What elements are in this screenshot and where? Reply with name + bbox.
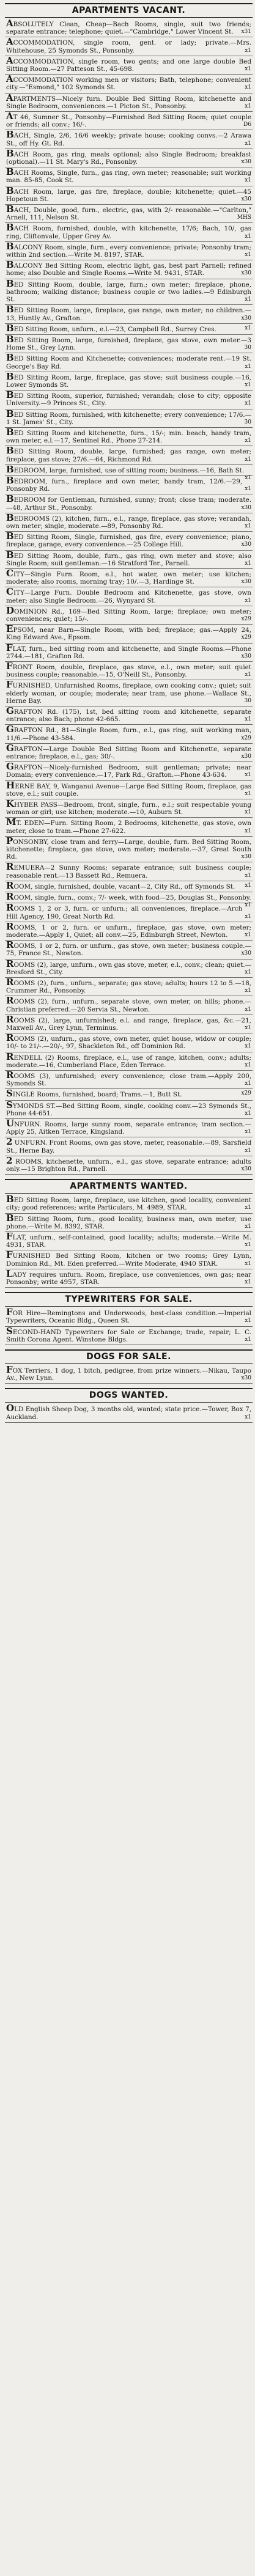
classified-ad <box>5 205 253 223</box>
classified-ad <box>5 1308 253 1326</box>
ad-reference-code: x30 <box>241 950 251 957</box>
classified-ad <box>5 130 253 149</box>
section-heading: APARTMENTS VACANT. <box>72 6 186 15</box>
classified-ad <box>5 1214 253 1232</box>
ad-reference-code: x1 <box>245 1336 251 1343</box>
ad-text: ROOMS, 1 or 2, furn. or unfurn., gas stove, own meter; business couple.—75, France St., Newton. <box>6 939 251 958</box>
ad-text: BED Sitting Room, furnished, with kitchenette; every convenience; 17/6.—1 St. James' St., City. <box>6 408 251 426</box>
classified-ad <box>5 75 253 93</box>
ad-text: ACCOMMODATION, single room, two gents; and one large double Bed Sitting Room.—27 Patteson St., 45-698. <box>6 54 251 73</box>
ad-text: RENDELL (2) Rooms, fireplace, e.l., use of range, kitchen, conv.; adults; moderate.—16, Cumberland Place, Eden Terrace. <box>6 1051 251 1069</box>
classified-ad <box>5 799 253 818</box>
ad-reference-code: x30 <box>241 754 251 760</box>
ad-text: CITY—Large Furn. Double Bedroom and Kitchenette, gas stove, own meter; also Single Bedroom.—26, Wynyard St. <box>6 586 251 604</box>
ad-text: BEDROOM for Gentleman, furnished, sunny; front; close tram; moderate.—48, Arthur St., Ponsonby. <box>6 493 251 512</box>
ad-reference-code: x1 <box>245 969 251 975</box>
ad-text: OLD English Sheep Dog, 3 months old, wanted; state price.—Tower, Box 7, Auckland. <box>6 1403 251 1421</box>
ad-reference-code: x1 <box>245 560 251 567</box>
classified-ad <box>5 960 253 978</box>
ad-reference-code: x30 <box>241 270 251 277</box>
classified-ad <box>5 706 253 725</box>
ad-reference-code: x1 <box>245 66 251 73</box>
classified-ad <box>5 996 253 1015</box>
ad-reference-code: x1 <box>245 47 251 54</box>
ad-reference-code: x1 <box>245 523 251 529</box>
ad-text: BED Sitting Room, large, furnished, fireplace, gas stove, own meter.—3 Home St., Grey Lynn. <box>6 333 251 352</box>
left-margin-fragment <box>0 0 4 2576</box>
classified-ad <box>5 391 253 409</box>
classified-ad <box>5 428 253 446</box>
ad-reference-code: x1 <box>245 809 251 816</box>
classified-ad <box>5 625 253 643</box>
ad-text: FLAT, furn., bed sitting room and kitchenette, and Single Rooms.—Phone 2744.—181, Grafton Rd. <box>6 642 251 660</box>
classified-ad <box>5 781 253 799</box>
classified-ad <box>5 409 253 428</box>
section-rule <box>5 17 253 18</box>
ad-reference-code: x1 <box>245 1318 251 1324</box>
ad-reference-code: x30 <box>241 1375 251 1382</box>
classified-ad <box>5 1137 253 1156</box>
ad-text: BED Sitting Room, double, furn., gas ring, own meter and stove; also Single Room; suit gentleman.—16 Stratford Ter., Parnell. <box>6 549 251 567</box>
classified-ad <box>5 260 253 279</box>
ad-text: ROOMS (2), large, unfurn., own gas stove, meter, e.l., conv.; clean; quiet.—Bresford St., City. <box>6 958 251 976</box>
section-spacer <box>5 1288 253 1290</box>
classified-ad <box>5 353 253 372</box>
classified-ad <box>5 1404 253 1422</box>
ad-text: BED Sitting Room and kitchenette, furn., 15/-; min. beach, handy tram, own meter, e.l.—17, Sentinel Rd., Phone 27-214. <box>6 426 251 445</box>
section-heading: DOGS WANTED. <box>89 1390 169 1401</box>
ad-text: GRAFTON—Nicely-furnished Bedroom, suit gentleman; private; near Domain; every convenience.—17, Park Rd., Grafton.—Phone 43-634. <box>6 761 251 779</box>
ad-reference-code: x1 <box>245 790 251 797</box>
ad-text: FLAT, unfurn., self-contained, good locality; adults; moderate.—Write M. 4931, STAR. <box>6 1231 251 1249</box>
section-dogs-for-sale <box>5 1349 253 1386</box>
classified-ad <box>5 569 253 587</box>
section-spacer <box>5 1423 253 1425</box>
section-heading: APARTMENTS WANTED. <box>70 1181 188 1192</box>
classified-sections <box>5 3 253 1425</box>
ad-text: UNFURN. Rooms, large sunny room, separate entrance; tram section.—Apply 25, Aitken Terrace, Kingsland. <box>6 1117 251 1136</box>
classified-ad <box>5 606 253 625</box>
ad-reference-code: x1 <box>245 1081 251 1087</box>
ad-text: AT 46, Sumner St., Ponsonby—Furnished Bed Sitting Room; quiet couple or friends; all conv.; 16/-. <box>6 111 251 129</box>
ad-text: ROOMS (2), furn., unfurn., separate stove, own meter, on hills; phone.—Christian preferred.—20 Servia St., Newton. <box>6 995 251 1013</box>
classified-ad <box>5 463 253 481</box>
section-dogs-wanted <box>5 1388 253 1425</box>
classified-ad <box>5 242 253 260</box>
ad-reference-code: x1 <box>245 1006 251 1013</box>
classified-ad <box>5 324 253 335</box>
classified-ad <box>5 56 253 75</box>
ad-reference-code: x1 <box>245 103 251 109</box>
ad-text: BED Sitting Room, large, fireplace, use kitchen, good locality, convenient city; good references; write Particulars, M. 4989, STAR. <box>6 1194 251 1212</box>
ad-text: DOMINION Rd., 169—Bed Sitting Room, large; fireplace; own meter; conveniences; quiet; 15/-. <box>6 604 251 623</box>
ad-reference-code: x30 <box>241 315 251 321</box>
classified-ad <box>5 587 253 606</box>
ad-text: HERNE BAY, 9, Wanganui Avenue—Large Bed Sitting Room, fireplace, gas stove, e.l.; suit couple. <box>6 779 251 798</box>
ad-reference-code: x1 <box>245 140 251 147</box>
classified-ad <box>5 762 253 780</box>
ad-reference-code: x1 <box>245 1043 251 1050</box>
classified-ad <box>5 372 253 391</box>
classified-ad <box>5 1156 253 1175</box>
classified-ad <box>5 903 253 922</box>
ad-reference-code: x1 <box>245 84 251 91</box>
classified-ad <box>5 1119 253 1137</box>
ad-reference-code: x1 <box>245 252 251 259</box>
ad-text: FRONT Room, double, fireplace, gas stove, e.l., own meter; suit quiet business couple; reasonable.—15, O'Neill St., Ponsonby. <box>6 661 251 679</box>
ad-reference-code: x1 <box>245 827 251 834</box>
classified-ad <box>5 551 253 569</box>
ad-reference-code: x1 <box>245 474 251 481</box>
ad-text: BED Sitting Room, large, fireplace, gas range, own meter; no children.—13, Huntly Av., Grafton. <box>6 304 251 322</box>
ad-text: BED Sitting Room and Kitchenette; conveniences; moderate rent.—19 St. George's Bay Rd. <box>6 352 251 370</box>
ad-reference-code: x1 <box>245 931 251 938</box>
classified-ad <box>5 476 253 494</box>
ad-text: ROOM, single, furn., conv.; 7/- week, with food—25, Douglas St., Ponsonby. <box>6 891 251 903</box>
section-spacer <box>5 1384 253 1386</box>
section-rule <box>5 1349 253 1351</box>
ad-text: FURNISHED, Unfurnished Rooms, fireplace, own cooking conv.; quiet; suit elderly woman, or couple; moderate; near tram, use phone.—Wallace St., Herne Bay. <box>6 679 251 705</box>
classified-ad <box>5 167 253 186</box>
section-typewriters-for-sale <box>5 1292 253 1348</box>
ad-text: BED Sitting Room, furn., good locality, business man, own meter, use phone.—Write M. 8392, STAR. <box>6 1212 251 1230</box>
classified-ad <box>5 305 253 323</box>
classifieds-page <box>5 0 253 1425</box>
classified-ad <box>5 94 253 112</box>
section-apartments-vacant <box>5 3 253 1177</box>
ad-reference-code: x30 <box>241 854 251 861</box>
section-rule <box>5 1306 253 1307</box>
ad-reference-code: x30 <box>241 579 251 585</box>
ad-text: BED Sitting Room, large, fireplace, gas stove; suit business couple.—16, Lower Symonds St. <box>6 370 251 389</box>
ad-reference-code: x1 <box>245 1260 251 1267</box>
ad-text: FOR Hire—Remingtons and Underwoods, best-class condition.—Imperial Typewriters, Oceanic Bldg., Queen St. <box>6 1307 251 1325</box>
ad-text: REMUERA—2 Sunny Rooms; separate entrance; suit business couple; reasonable rent.—13 Bassett Rd., Remuera. <box>6 861 251 879</box>
classified-ad <box>5 494 253 513</box>
ad-text: BED Sitting Room, superior, furnished; verandah; close to city; opposite University.—9 Princes St., City. <box>6 389 251 408</box>
ad-reference-code: x30 <box>241 504 251 511</box>
classified-ad <box>5 891 253 909</box>
ad-text: SINGLE Rooms, furnished, board; Trams.—1, Butt St. <box>6 1088 182 1099</box>
classified-ad <box>5 223 253 241</box>
classified-ad <box>5 1101 253 1119</box>
ad-reference-code: 30 <box>244 345 251 351</box>
ad-text: BACH Room, large, gas fire, fireplace, double; kitchenette; quiet.—45 Hopetoun St. <box>6 185 251 203</box>
classified-ad <box>5 1089 253 1100</box>
ad-reference-code: x1 <box>245 988 251 994</box>
classified-ad <box>5 1015 253 1033</box>
classified-ad <box>5 881 253 892</box>
section-rule <box>5 1179 253 1180</box>
ad-reference-code: x29 <box>241 616 251 622</box>
ad-text: BACH, Single, 2/6, 16/6 weekly; private house; cooking convs.—2 Arawa St., off Hy. Gt. Rd. <box>6 129 251 147</box>
section-spacer <box>5 1175 253 1177</box>
ad-reference-code: x30 <box>241 196 251 202</box>
classified-ad <box>5 446 253 464</box>
classified-ad <box>5 513 253 532</box>
ad-reference-code: x29 <box>241 634 251 641</box>
ad-text: BACH Rooms, Single, furn., gas ring, own meter; reasonable; suit working man. 85-85, Cook St. <box>6 166 251 185</box>
ad-text: BEDROOM, furn., fireplace and own meter, handy tram, 12/6.—29, Ponsonby Rd. <box>6 474 243 493</box>
ad-reference-code: MHS <box>237 215 251 221</box>
classified-ad <box>5 532 253 550</box>
ad-reference-code: x1 <box>245 486 251 493</box>
ad-text: ROOMS 1, 2 or 3, furn. or unfurn.; all conveniences, fireplace.—Arch Hill Agency, 190, Great North Rd. <box>6 902 243 920</box>
classified-ad <box>5 1327 253 1345</box>
ad-text: SYMONDS ST.—Bed Sitting Room, single, cooking conv.—23 Symonds St., Phone 44-651. <box>6 1099 251 1117</box>
ad-reference-code: x1 <box>245 1414 251 1420</box>
ad-reference-code: x1 <box>245 233 251 240</box>
ad-reference-code: x31 <box>241 29 251 35</box>
ad-text: BEDROOM, large, furnished, use of sitting room; business.—16, Bath St. <box>6 463 245 475</box>
classified-ad <box>5 941 253 959</box>
classified-ad <box>5 1195 253 1213</box>
classified-ad <box>5 1052 253 1071</box>
classified-ad <box>5 1071 253 1089</box>
ad-text: ROOMS, 1 or 2, furn. or unfurn., fireplace, gas stove, own meter; moderate.—Apply 1, Quiet; all conv.—25, Edinburgh Street, Newton. <box>6 920 251 939</box>
ad-text: ROOMS (3), unfurnished; every convenience; close tram.—Apply 200, Symonds St. <box>6 1069 251 1088</box>
ad-text: BALCONY Room, single, furn., every convenience; private; Ponsonby tram; within 2nd section.—Write M. 8197, STAR. <box>6 240 251 259</box>
ad-text: ACCOMMODATION working men or visitors; Bath, telephone; convenient city.—"Esmond," 102 Symonds St. <box>6 73 251 92</box>
ad-reference-code: x1 <box>245 363 251 370</box>
section-rule <box>5 3 253 4</box>
ad-text: BALCONY Bed Sitting Room, electric light, gas, best part Parnell; refined home; also Double and Single Rooms.—Write M. 9431, STAR. <box>6 259 251 277</box>
ad-text: PONSONBY, close tram and ferry—Large, double, furn. Bed Sitting Room, kitchenette; fireplace, gas stove, own meter; moderate.—37, Great South Rd. <box>6 835 251 861</box>
section-rule <box>5 1402 253 1403</box>
ad-text: SECOND-HAND Typewriters for Sale or Exchange; trade, repair; L. C. Smith Corona Agent. Winstone Bldgs. <box>6 1325 251 1343</box>
ad-text: LADY requires unfurn. Room, fireplace, use conveniences, own gas; near Ponsonby; write 4957, STAR. <box>6 1268 251 1286</box>
ad-reference-code: D6 <box>243 122 251 128</box>
ad-reference-code: 30 <box>244 419 251 425</box>
ad-text: 2 UNFURN. Front Rooms, own gas stove, meter, reasonable.—89, Sarsfield St., Herne Bay. <box>6 1136 252 1154</box>
classified-ad <box>5 37 253 56</box>
classified-ad <box>5 818 253 836</box>
ad-text: ROOMS (2), furn., unfurn., separate; gas stove; adults; hours 12 to 5.—18, Crummer Rd., Ponsonby. <box>6 976 251 995</box>
ad-reference-code: x1 <box>245 325 251 331</box>
ad-reference-code: x1 <box>245 1279 251 1286</box>
ad-text: BED Sitting Room, double, large, furn.; own meter; fireplace, phone, bathroom; walking distance; business couple or two ladies.—9 Edinburgh St. <box>6 277 251 304</box>
classified-ad <box>5 744 253 762</box>
classified-ad <box>5 112 253 130</box>
ad-text: FOX Terriers, 1 dog, 1 bitch, pedigree, from prize winners.—Nikau, Taupo Av., New Lynn. <box>6 1364 251 1382</box>
ad-text: BACH Room, gas ring, meals optional; also Single Bedroom; breakfast (optional).—11 St. Mary's Rd., Ponsonby. <box>6 147 251 166</box>
ad-reference-code: x30 <box>241 1165 251 1172</box>
classified-ad <box>5 1269 253 1288</box>
classified-ad <box>5 725 253 743</box>
ad-reference-code: x1 <box>245 716 251 723</box>
ad-reference-code: x1 <box>245 772 251 779</box>
classified-ad <box>5 837 253 863</box>
ad-text: CITY—Single Furn. Room, e.l., hot water, own meter; use kitchen; moderate; also rooms, morning tray; 10/.—3, Hardinge St. <box>6 567 251 586</box>
ad-reference-code: x29 <box>241 1090 251 1097</box>
ad-reference-code: x1 <box>245 400 251 407</box>
classified-ad <box>5 335 253 353</box>
ad-text: ROOMS (2), unfurn., gas stove, own meter, quiet house, widow or couple; 10/- to 21/-.—20/-, 97, Shackleton Rd., off Dominion Rd. <box>6 1032 251 1051</box>
ad-text: BED Sitting Room, double, large, furnished; gas range, own meter; fireplace, gas stove; 27/6.—64, Richmond Rd. <box>6 445 251 463</box>
section-apartments-wanted <box>5 1179 253 1290</box>
ad-text: MT. EDEN—Furn. Sitting Room, 2 Bedrooms, kitchenette, gas stove, own meter, close to tram.—Phone 27-622. <box>6 816 251 835</box>
classified-ad <box>5 149 253 167</box>
classified-ad <box>5 680 253 706</box>
classified-ad <box>5 922 253 941</box>
ad-reference-code: x1 <box>245 456 251 463</box>
ad-text: BACH, Double, good, furn., electric, gas, with 2/- reasonable.—"Carlton," Arnell, 111, Nelson St. <box>6 204 251 222</box>
ad-reference-code: x29 <box>241 735 251 741</box>
ad-reference-code: x1 <box>245 672 251 678</box>
ad-text: ACCOMMODATION, single room, gent. or lady; private.—Mrs. Whitehouse, 25 Symonds St., Ponsonby. <box>6 36 251 54</box>
ad-reference-code: 30 <box>244 697 251 704</box>
section-rule <box>5 1193 253 1194</box>
ad-text: GRAFTON—Large Double Bed Sitting Room and Kitchenette, separate entrance; fireplace, e.l., gas; 30/-. <box>6 742 251 761</box>
classified-ad <box>5 1250 253 1269</box>
ad-text: BED Sitting Room, Single, furnished, gas fire, every convenience; piano, fireplace, garage, every convenience.—25 College Hill. <box>6 530 251 549</box>
ad-text: 2 ROOMS, kitchenette, unfurn., e.l., gas stove, separate entrance; adults only.—15 Brighton Rd., Parnell. <box>6 1154 251 1173</box>
ad-text: ABSOLUTELY Clean, Cheap—Bach Rooms, single, suit two friends; separate entrance; telephone; quiet.—"Cambridge," Lower Vincent St. <box>6 18 251 36</box>
classified-ad <box>5 662 253 680</box>
ad-reference-code: x1 <box>245 913 251 920</box>
ad-text: EPSOM, near Barn—Single Room, with bed; fireplace; gas.—Apply 24, King Edward Ave., Epsom. <box>6 623 251 642</box>
ad-reference-code: x1 <box>245 902 251 909</box>
classified-ad <box>5 644 253 662</box>
ad-text: BEDROOMS (2), kitchen, furn., e.l., range, fireplace, gas stove; verandah, own meter; single, moderate.—89, Ponsonby Rd. <box>6 512 251 530</box>
ad-reference-code: x30 <box>241 653 251 659</box>
classified-ad <box>5 19 253 37</box>
ad-reference-code: x1 <box>245 1242 251 1249</box>
ad-reference-code: x1 <box>245 597 251 604</box>
ad-text: ROOMS (2), large, unfurnished; e.l. and range, fireplace, gas, &c.—21, Maxwell Av., Grey Lynn, Terminus. <box>6 1013 251 1032</box>
ad-reference-code: x1 <box>245 438 251 444</box>
ad-text: BACH Room, furnished, double, with kitchenette, 17/6; Bach, 10/, gas ring, Cliftonvale, Upper Grey Av. <box>6 222 251 240</box>
ad-reference-code: x1 <box>245 872 251 879</box>
ad-reference-code: x1 <box>245 177 251 184</box>
ad-text: GRAFTON Rd. (175), 1st, bed sitting room and kitchenette, separate entrance; also Bach; phone 42-665. <box>6 705 251 724</box>
ad-text: ROOM, single, furnished, double, vacant—2, City Rd., off Symonds St. <box>6 879 235 891</box>
ad-text: APARTMENTS—Nicely furn. Double Bed Sitting Room, kitchenette and Single Bedroom, conveniences.—1 Picton St., Ponsonby. <box>6 92 251 110</box>
ad-text: BED Sitting Room, unfurn., e.l.—23, Campbell Rd., Surrey Cres. <box>6 322 216 334</box>
ad-reference-code: x1 <box>245 1024 251 1031</box>
ad-reference-code: x30 <box>241 159 251 166</box>
ad-text: FURNISHED Bed Sitting Room, kitchen or two rooms; Grey Lynn, Dominion Rd., Mt. Eden preferred.—Write Moderate, 4940 STAR. <box>6 1249 251 1268</box>
classified-ad <box>5 1365 253 1384</box>
section-rule <box>5 1363 253 1364</box>
section-rule <box>5 1388 253 1389</box>
classified-ad <box>5 186 253 205</box>
section-heading: TYPEWRITERS FOR SALE. <box>65 1294 193 1305</box>
classified-ad <box>5 1232 253 1250</box>
ad-reference-code: x30 <box>241 541 251 548</box>
ad-reference-code: x1 <box>245 1110 251 1117</box>
ad-reference-code: x1 <box>245 882 251 889</box>
ad-reference-code: x1 <box>245 381 251 388</box>
section-rule <box>5 1292 253 1293</box>
ad-reference-code: x1 <box>245 1129 251 1136</box>
ad-reference-code: x1 <box>245 296 251 303</box>
classified-ad <box>5 862 253 881</box>
ad-reference-code: x1 <box>245 1147 251 1154</box>
ad-reference-code: x1 <box>245 1223 251 1230</box>
section-spacer <box>5 1345 253 1348</box>
ad-reference-code: x1 <box>245 1062 251 1068</box>
section-heading: DOGS FOR SALE. <box>86 1352 171 1362</box>
classified-ad <box>5 279 253 306</box>
classified-ad <box>5 1033 253 1052</box>
classified-ad <box>5 978 253 996</box>
ad-reference-code: x1 <box>245 1205 251 1211</box>
ad-text: KHYBER PASS—Bedroom, front, single, furn., e.l.; suit respectable young woman or girl; use kitchen; moderate.—10, Auburn St. <box>6 798 251 816</box>
ad-text: GRAFTON Rd., 81—Single Room, furn., e.l., gas ring, suit working man, 11/6.—Phone 43-584. <box>6 724 251 742</box>
